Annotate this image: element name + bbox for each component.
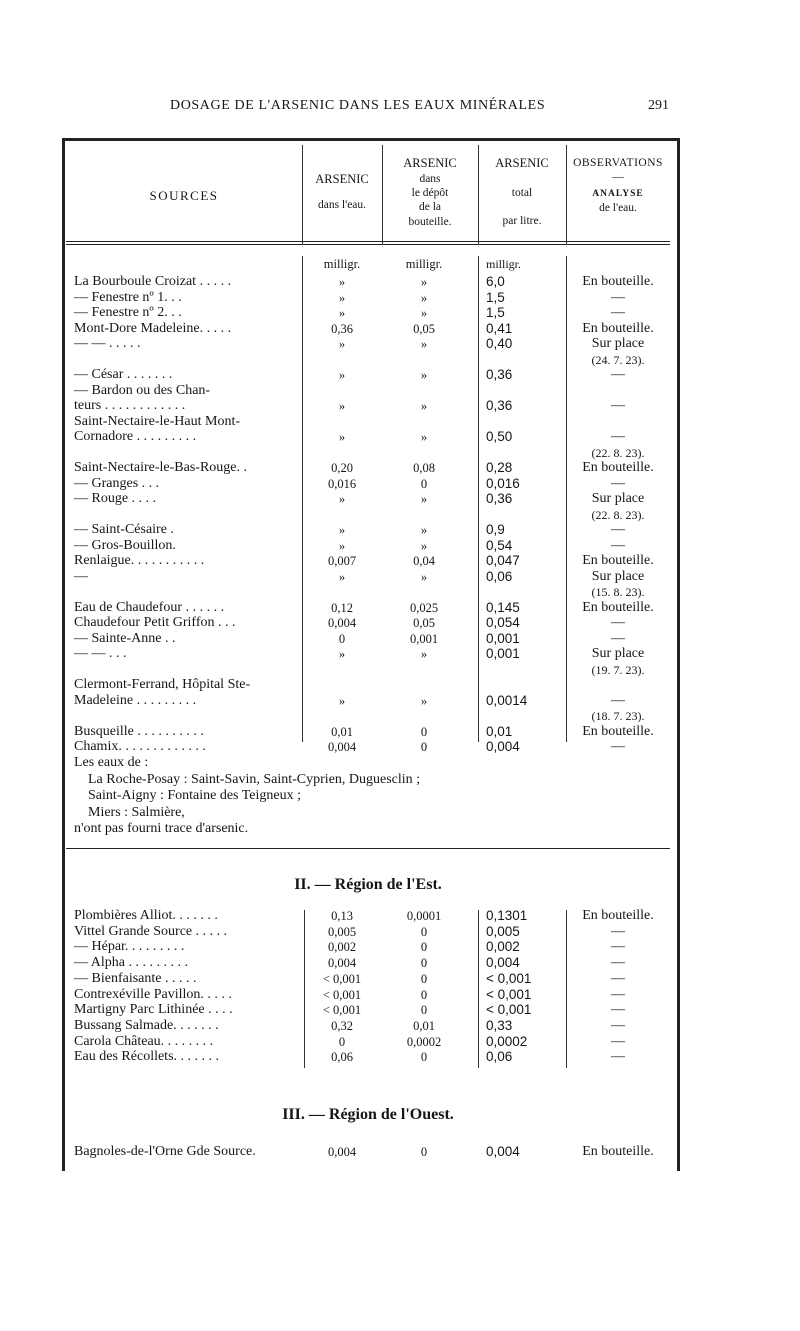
arsenic-total-cell: 0,001 bbox=[486, 630, 520, 646]
arsenic-total-cell: 0,28 bbox=[486, 460, 513, 475]
arsenic-eau-cell: 0,32 bbox=[331, 1018, 353, 1033]
arsenic-eau-cell: » bbox=[338, 337, 346, 351]
source-cell: Chaudefour Petit Griffon . . . bbox=[74, 615, 236, 630]
arsenic-eau-cell: » bbox=[338, 538, 346, 553]
source-cell: Bussang Salmade. . . . . . . bbox=[74, 1017, 219, 1033]
arsenic-total-cell: 0,54 bbox=[486, 537, 513, 553]
arsenic-depot-cell: » bbox=[420, 538, 428, 553]
arsenic-total-cell: 0,004 bbox=[486, 739, 520, 754]
observation-cell: — bbox=[611, 367, 625, 382]
running-head bbox=[0, 94, 800, 118]
observation-cell: En bouteille. bbox=[582, 908, 654, 923]
source-cell: — Rouge . . . . bbox=[74, 491, 157, 506]
arsenic-eau-cell: 0,007 bbox=[327, 554, 357, 568]
arsenic-total-cell: 0,145 bbox=[486, 599, 520, 615]
arsenic-total-cell: 1,5 bbox=[486, 289, 505, 305]
note-line: n'ont pas fourni trace d'arsenic. bbox=[74, 821, 249, 836]
arsenic-eau-cell: 0,016 bbox=[327, 476, 357, 491]
observation-cell: En bouteille. bbox=[582, 460, 654, 475]
source-cell: Clermont-Ferrand, Hôpital Ste- bbox=[74, 677, 251, 692]
running-title: DOSAGE DE L'ARSENIC DANS LES EAUX MINÉRALES bbox=[170, 98, 546, 113]
arsenic-total-cell: 0,016 bbox=[486, 475, 520, 491]
source-cell: — Fenestre nº 2. . . bbox=[74, 305, 182, 320]
arsenic-depot-cell: 0,08 bbox=[413, 461, 435, 475]
observation-cell: En bouteille. bbox=[582, 1144, 654, 1159]
units-row bbox=[66, 254, 670, 274]
arsenic-depot-cell: » bbox=[420, 399, 428, 413]
arsenic-depot-cell: » bbox=[420, 275, 428, 289]
arsenic-total-cell: 0,36 bbox=[486, 398, 513, 413]
observation-cell: En bouteille. bbox=[582, 599, 654, 615]
arsenic-eau-cell: < 0,001 bbox=[322, 1003, 362, 1018]
arsenic-eau-cell: » bbox=[338, 290, 346, 305]
arsenic-eau-cell: » bbox=[338, 523, 346, 537]
observation-cell: — bbox=[611, 522, 625, 537]
observation-cell: Sur place bbox=[591, 568, 645, 584]
note-line: Miers : Salmière, bbox=[74, 804, 185, 820]
arsenic-total-cell: < 0,001 bbox=[486, 986, 532, 1002]
arsenic-depot-cell: » bbox=[420, 492, 428, 506]
arsenic-total-cell: 0,004 bbox=[486, 955, 520, 971]
page-number: 291 bbox=[648, 98, 669, 113]
arsenic-total-cell: 6,0 bbox=[486, 274, 505, 289]
observation-cell: (19. 7. 23). bbox=[591, 662, 645, 677]
observation-cell: — bbox=[611, 475, 625, 491]
arsenic-eau-cell: < 0,001 bbox=[322, 971, 362, 986]
source-cell: — Bienfaisante . . . . . bbox=[74, 970, 197, 986]
arsenic-eau-cell: 0,12 bbox=[331, 600, 353, 615]
observation-cell: — bbox=[611, 1002, 625, 1018]
arsenic-eau-cell: » bbox=[338, 492, 346, 506]
observation-cell: (18. 7. 23). bbox=[591, 709, 645, 723]
source-cell: La Bourboule Croizat . . . . . bbox=[74, 274, 232, 289]
source-cell: teurs . . . . . . . . . . . . bbox=[74, 398, 186, 413]
unit-a: milligr. bbox=[323, 257, 361, 271]
source-cell: Eau des Récollets. . . . . . . bbox=[74, 1049, 220, 1065]
table-row bbox=[66, 1047, 670, 1067]
arsenic-eau-cell: 0,01 bbox=[331, 724, 353, 739]
arsenic-depot-cell: 0,025 bbox=[409, 600, 439, 615]
arsenic-total-cell: 0,41 bbox=[486, 320, 513, 336]
source-cell: Busqueille . . . . . . . . . . bbox=[74, 723, 204, 739]
arsenic-depot-cell: » bbox=[420, 306, 428, 320]
source-cell: Renlaigue. . . . . . . . . . . bbox=[74, 553, 205, 568]
observation-cell: En bouteille. bbox=[582, 723, 654, 739]
arsenic-eau-cell: 0,004 bbox=[327, 740, 357, 754]
arsenic-total-cell: 0,33 bbox=[486, 1017, 513, 1033]
arsenic-depot-cell: 0,0002 bbox=[406, 1034, 442, 1049]
source-cell: Mont-Dore Madeleine. . . . . bbox=[74, 320, 232, 336]
arsenic-total-cell: 0,50 bbox=[486, 429, 513, 444]
arsenic-depot-cell: 0 bbox=[420, 1003, 428, 1018]
arsenic-depot-cell: » bbox=[420, 337, 428, 351]
source-cell: — Gros-Bouillon. bbox=[74, 537, 176, 553]
arsenic-eau-cell: » bbox=[338, 430, 346, 444]
observation-cell: — bbox=[611, 970, 625, 986]
source-cell: Plombières Alliot. . . . . . . bbox=[74, 908, 218, 923]
section-rule bbox=[66, 848, 670, 849]
table-row bbox=[66, 737, 670, 757]
arsenic-depot-cell: 0,0001 bbox=[406, 909, 442, 923]
observation-cell: — bbox=[611, 955, 625, 971]
observation-cell: — bbox=[611, 986, 625, 1002]
arsenic-eau-cell: 0 bbox=[338, 1034, 346, 1049]
unit-c: milligr. bbox=[486, 257, 522, 271]
note-line: Les eaux de : bbox=[74, 755, 149, 770]
observation-cell: (15. 8. 23). bbox=[591, 585, 645, 599]
source-cell: — Sainte-Anne . . bbox=[74, 630, 176, 646]
arsenic-total-cell: 0,01 bbox=[486, 723, 513, 739]
header-sources: SOURCES bbox=[149, 188, 219, 203]
arsenic-depot-cell: 0 bbox=[420, 940, 428, 955]
arsenic-eau-cell: 0 bbox=[338, 631, 346, 646]
arsenic-total-cell: 0,047 bbox=[486, 553, 520, 568]
observation-cell: — bbox=[611, 939, 625, 955]
arsenic-eau-cell: 0,13 bbox=[331, 909, 353, 923]
arsenic-eau-cell: 0,36 bbox=[331, 321, 353, 336]
table-row bbox=[66, 1142, 670, 1162]
observation-cell: — bbox=[611, 630, 625, 646]
arsenic-total-cell: 0,004 bbox=[486, 1144, 520, 1159]
arsenic-depot-cell: 0 bbox=[420, 476, 428, 491]
source-cell: Carola Château. . . . . . . . bbox=[74, 1033, 214, 1049]
observation-cell: Sur place bbox=[591, 646, 645, 661]
observation-cell: En bouteille. bbox=[582, 274, 654, 289]
arsenic-depot-cell: 0 bbox=[420, 987, 428, 1002]
observation-cell: — bbox=[611, 289, 625, 305]
source-cell: — — . . . . . bbox=[74, 336, 141, 351]
observation-cell: — bbox=[611, 615, 625, 630]
source-cell: Cornadore . . . . . . . . . bbox=[74, 429, 197, 444]
arsenic-depot-cell: 0 bbox=[420, 740, 428, 754]
arsenic-total-cell: 0,40 bbox=[486, 336, 513, 351]
arsenic-depot-cell: 0,05 bbox=[413, 321, 435, 336]
note-line: La Roche-Posay : Saint-Savin, Saint-Cyprien, Duguesclin ; bbox=[74, 771, 421, 787]
observation-cell: — bbox=[611, 537, 625, 553]
source-cell: Martigny Parc Lithinée . . . . bbox=[74, 1002, 233, 1018]
observation-cell: En bouteille. bbox=[582, 553, 654, 568]
arsenic-eau-cell: 0,004 bbox=[327, 956, 357, 971]
arsenic-total-cell: 0,06 bbox=[486, 1049, 513, 1065]
arsenic-depot-cell: » bbox=[420, 523, 428, 537]
arsenic-eau-cell: 0,004 bbox=[327, 616, 357, 630]
arsenic-eau-cell: 0,002 bbox=[327, 940, 357, 955]
header-rule bbox=[66, 244, 670, 245]
arsenic-depot-cell: » bbox=[420, 647, 428, 661]
arsenic-depot-cell: » bbox=[420, 290, 428, 305]
source-cell: — bbox=[74, 568, 88, 584]
observation-cell: (24. 7. 23). bbox=[591, 352, 645, 367]
unit-b: milligr. bbox=[405, 257, 443, 271]
arsenic-eau-cell: » bbox=[338, 368, 346, 382]
arsenic-total-cell: 0,9 bbox=[486, 522, 505, 537]
header-arsenic-eau: ARSENIC dans l'eau. bbox=[315, 172, 369, 211]
observation-cell: — bbox=[611, 692, 625, 708]
source-cell: Saint-Nectaire-le-Bas-Rouge. . bbox=[74, 460, 247, 475]
arsenic-eau-cell: 0,06 bbox=[331, 1050, 353, 1065]
header-rule bbox=[66, 241, 670, 242]
observation-cell: (22. 8. 23). bbox=[591, 507, 645, 522]
arsenic-total-cell: 0,054 bbox=[486, 615, 520, 630]
source-cell: — César . . . . . . . bbox=[74, 367, 173, 382]
note-line: Saint-Aigny : Fontaine des Teigneux ; bbox=[74, 788, 302, 803]
observation-cell: — bbox=[611, 305, 625, 320]
arsenic-total-cell: 0,36 bbox=[486, 491, 513, 506]
arsenic-depot-cell: » bbox=[420, 430, 428, 444]
source-cell: — — . . . bbox=[74, 646, 127, 661]
arsenic-eau-cell: 0,005 bbox=[327, 924, 357, 939]
arsenic-depot-cell: » bbox=[420, 693, 428, 708]
arsenic-eau-cell: » bbox=[338, 569, 346, 584]
arsenic-depot-cell: 0 bbox=[420, 1050, 428, 1065]
source-cell: Chamix. . . . . . . . . . . . . bbox=[74, 739, 206, 754]
arsenic-depot-cell: 0 bbox=[420, 971, 428, 986]
arsenic-eau-cell: » bbox=[338, 275, 346, 289]
header-arsenic-total: ARSENIC total par litre. bbox=[495, 156, 549, 227]
observation-cell: — bbox=[611, 739, 625, 754]
observation-cell: En bouteille. bbox=[582, 320, 654, 336]
observation-cell: — bbox=[611, 1033, 625, 1049]
observation-cell: — bbox=[611, 1049, 625, 1065]
arsenic-eau-cell: » bbox=[338, 693, 346, 708]
arsenic-depot-cell: 0,04 bbox=[413, 554, 435, 568]
arsenic-total-cell: 0,0002 bbox=[486, 1033, 528, 1049]
arsenic-total-cell: 0,0014 bbox=[486, 692, 528, 708]
arsenic-total-cell: 0,002 bbox=[486, 939, 520, 955]
source-cell: Saint-Nectaire-le-Haut Mont- bbox=[74, 413, 240, 429]
arsenic-depot-cell: 0 bbox=[420, 1145, 428, 1159]
arsenic-eau-cell: 0,004 bbox=[327, 1145, 357, 1159]
arsenic-total-cell: 0,001 bbox=[486, 646, 520, 661]
arsenic-total-cell: 0,06 bbox=[486, 568, 513, 584]
arsenic-depot-cell: 0,05 bbox=[413, 616, 435, 630]
source-cell: Eau de Chaudefour . . . . . . bbox=[74, 599, 225, 615]
source-cell: — Hépar. . . . . . . . . bbox=[74, 939, 185, 955]
observation-cell: — bbox=[611, 398, 625, 413]
section-3-title: III. — Région de l'Ouest. bbox=[282, 1106, 454, 1123]
arsenic-total-cell: < 0,001 bbox=[486, 970, 532, 986]
arsenic-eau-cell: < 0,001 bbox=[322, 987, 362, 1002]
source-cell: — Fenestre nº 1. . . bbox=[74, 289, 182, 305]
source-cell: — Bardon ou des Chan- bbox=[74, 382, 211, 398]
arsenic-total-cell: 0,1301 bbox=[486, 908, 528, 923]
observation-cell: — bbox=[611, 923, 625, 939]
arsenic-depot-cell: 0 bbox=[420, 924, 428, 939]
arsenic-total-cell: 0,005 bbox=[486, 923, 520, 939]
observation-cell: — bbox=[611, 429, 625, 444]
source-cell: Bagnoles-de-l'Orne Gde Source. bbox=[74, 1144, 256, 1159]
arsenic-depot-cell: 0,01 bbox=[413, 1018, 435, 1033]
source-cell: — Saint-Césaire . bbox=[74, 522, 174, 537]
arsenic-total-cell: 1,5 bbox=[486, 305, 505, 320]
header-observations: OBSERVATIONS — ANALYSE de l'eau. bbox=[573, 157, 663, 214]
arsenic-depot-cell: » bbox=[420, 368, 428, 382]
observation-cell: (22. 8. 23). bbox=[591, 445, 645, 460]
section-2-title: II. — Région de l'Est. bbox=[294, 876, 442, 893]
arsenic-depot-cell: 0 bbox=[420, 956, 428, 971]
observation-cell: Sur place bbox=[591, 336, 645, 351]
header-arsenic-depot: ARSENIC dans le dépôt de la bouteille. bbox=[403, 156, 457, 228]
arsenic-eau-cell: » bbox=[338, 306, 346, 320]
source-cell: Contrexéville Pavillon. . . . . bbox=[74, 986, 232, 1002]
source-cell: — Alpha . . . . . . . . . bbox=[74, 955, 188, 971]
observation-cell: Sur place bbox=[591, 491, 645, 506]
arsenic-eau-cell: » bbox=[338, 399, 346, 413]
arsenic-depot-cell: » bbox=[420, 569, 428, 584]
source-cell: — Granges . . . bbox=[74, 475, 160, 491]
arsenic-eau-cell: » bbox=[338, 647, 346, 661]
arsenic-eau-cell: 0,20 bbox=[331, 461, 353, 475]
arsenic-total-cell: 0,36 bbox=[486, 367, 513, 382]
arsenic-depot-cell: 0 bbox=[420, 724, 428, 739]
source-cell: Madeleine . . . . . . . . . bbox=[74, 692, 197, 708]
observation-cell: — bbox=[611, 1017, 625, 1033]
source-cell: Vittel Grande Source . . . . . bbox=[74, 923, 228, 939]
arsenic-depot-cell: 0,001 bbox=[409, 631, 439, 646]
arsenic-total-cell: < 0,001 bbox=[486, 1002, 532, 1018]
